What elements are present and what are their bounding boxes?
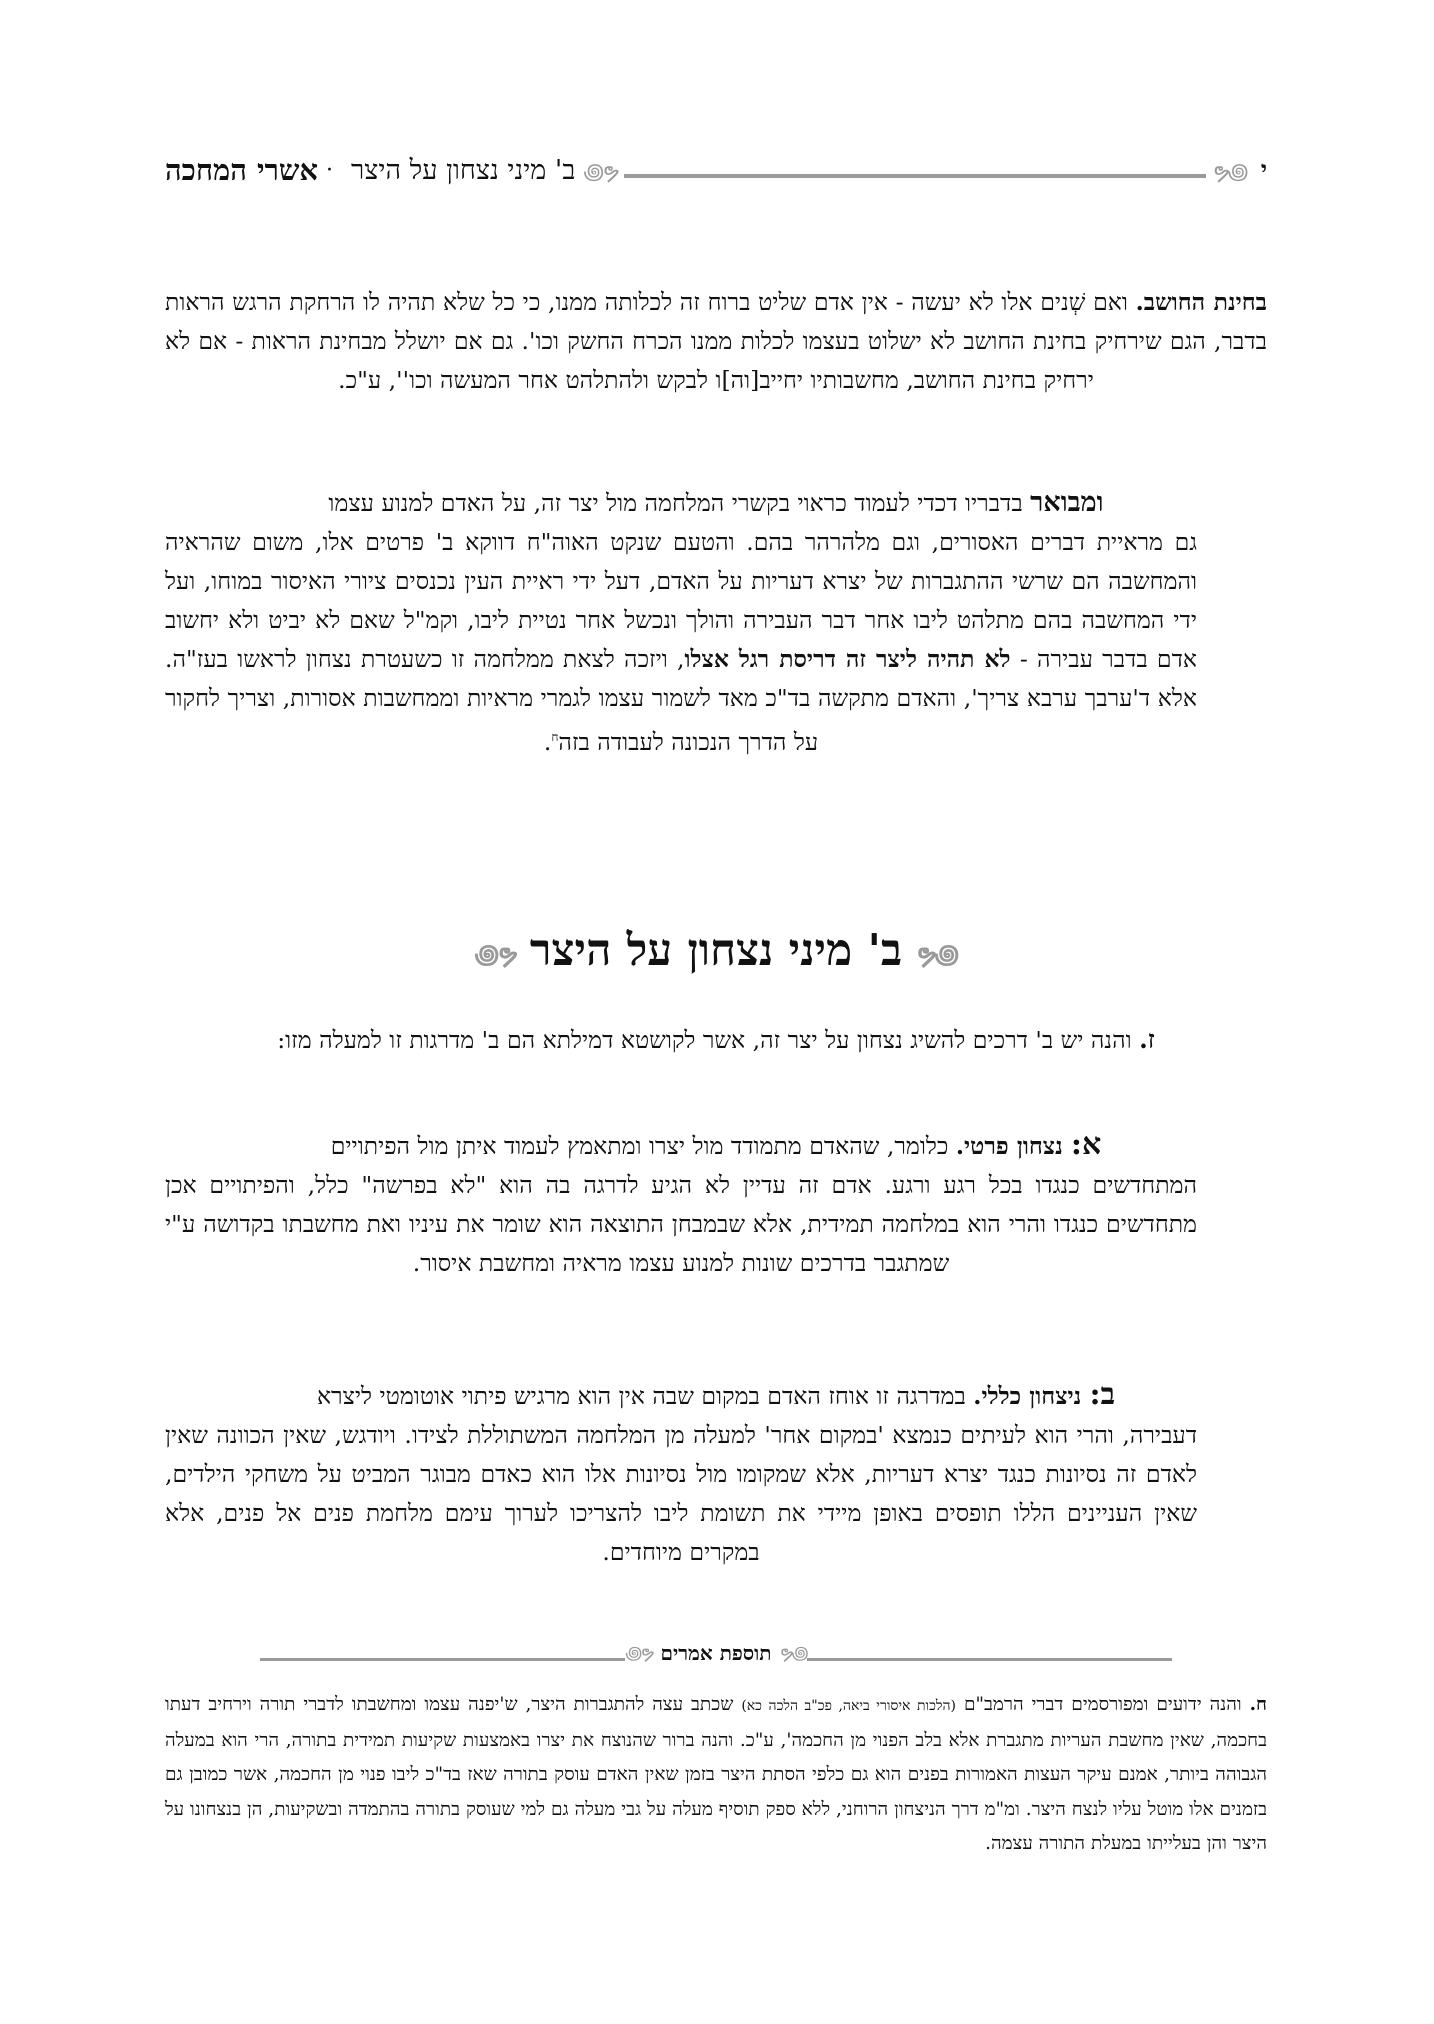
footnote-rule	[807, 1658, 1172, 1661]
item-mark: ב:	[1089, 1377, 1116, 1412]
paragraph-mark: ז.	[1139, 1025, 1155, 1054]
paragraph-text: כלומר, שהאדם מתמודד מול יצרו ומתאמץ לעמוד איתן מול הפיתויים	[330, 1132, 956, 1160]
bold-lead: נצחון פרטי.	[955, 1132, 1071, 1160]
ornament-icon: ꩜ຯ	[625, 1643, 653, 1664]
running-header	[165, 150, 1267, 190]
paragraph-text: במדרגה זו אוחז האדם במקום שבה אין הוא מרגיש פיתוי אוטומטי ליצרא	[316, 1382, 974, 1410]
paragraph-text: והנה יש ב' דרכים להשיג נצחון על יצר זה, אשר לקושטא דמילתא הם ב' מדרגות זו למעלה מזו:	[277, 1026, 1140, 1054]
list-item	[165, 1125, 1267, 1283]
paragraph-text: המתחדשים כנגדו בכל רגע ורגע. אדם זה עדיין לא הגיע לדרגה בה הוא "לא בפרשה" כלל, והפיתויים אכן מתחדשים כנגדו והרי הוא במלחמה תמידית, אלא שבמבחן התוצאה הוא שומר את עיניו ואת מחשבתו בקדושה ע"י שמתגבר בדרכים שונות למנוע עצמו מראיה ומחשבת איסור.	[165, 1171, 1197, 1277]
bold-lead: ומבואר	[1030, 487, 1104, 518]
bold-lead: ניצחון כללי.	[973, 1382, 1090, 1410]
book-title: אשרי המחכה	[165, 152, 318, 187]
footnote-divider	[260, 1640, 1172, 1666]
footnote-text: והנה ידועים ומפורסמים דברי הרמב"ם	[956, 1694, 1250, 1715]
separator-dot: ·	[326, 157, 333, 183]
footnote-rule	[260, 1658, 625, 1661]
citation: (הלכות איסורי ביאה, פכ"ב הלכה כא)	[741, 1698, 956, 1714]
section-heading	[165, 925, 1267, 976]
footnote-text: שכתב עצה להתגברות היצר, ש'יפנה עצמו ומחשבתו לדברי תורה וירחיב דעתו בחכמה, שאין מחשבת העריות מתגברת אלא בלב הפנוי מן החכמה', ע"כ. והנה ברור שהנוצח את יצרו באמצעות שקיעות תמידית בתורה, הרי הוא במעלה הגבוהה ביותר, אמנם עיקר העצות האמורות בפנים הוא גם כלפי הסתת היצר בזמן שאין האדם עוסק בתורה שאז בד"כ ליבו פנוי מן החכמה, אשר כמובן גם בזמנים אלו מוטל עליו לנצח היצר. ומ"מ דרך הניצחון הרוחני, ללא ספק תוסיף מעלה על גבי מעלה גם למי שעוסק בתורה בהתמדה ובשקיעות, הן בנצחונו על היצר והן בעלייתו במעלת התורה עצמה.	[165, 1694, 1267, 1854]
header-rule	[624, 174, 1207, 178]
ornament-icon: ꩜ຯ	[583, 159, 618, 185]
paragraph-text: דעבירה, והרי הוא לעיתים כנמצא 'במקום אחר' למעלה מן המלחמה המשתוללת לצידו. ויודגש, שאין הכוונה שאין לאדם זה נסיונות כנגד יצרא דעריות, אלא שמקומו מול נסיונות אלו הוא כאדם מבוגר המביט על משחקי הילדים, שאין העניינים הללו תופסים באופן מיידי את תשומת ליבו להצריכו לערוך עימם מלחמת פנים אל פנים, אלא במקרים מיוחדים.	[165, 1421, 1197, 1566]
footnote-heading: תוספת אמרים	[660, 1640, 772, 1665]
paragraph-text: , ויזכה לצאת ממלחמה זו כשעטרת נצחון לראשו בעז"ה. אלא ד'ערבך ערבא צריך', והאדם מתקשה בד"כ מאד לשמור עצמו לגמרי מראיות וממחשבות אסורות, וצריך לחקור על הדרך הנכונה לעבודה בזה	[165, 645, 1197, 756]
paragraph-text: בדבריו דכדי לעמוד כראוי בקשרי המלחמה מול יצר זה, על האדם למנוע עצמו	[328, 489, 1031, 517]
bold-lead: בחינת החושב.	[1135, 288, 1267, 316]
footnote-mark: ח.	[1249, 1694, 1267, 1715]
ornament-icon: ຯ꩜	[916, 939, 958, 970]
ornament-icon: ຯ꩜	[1212, 159, 1247, 185]
bold-phrase: לא תהיה ליצר זה דריסת רגל אצלו	[684, 645, 1011, 673]
section-title: ב' מיני נצחון על היצר	[529, 925, 903, 976]
ornament-icon: ຯ꩜	[779, 1643, 807, 1664]
paragraph-text: גם מראיית דברים האסורים, וגם מלהרהר בהם. והטעם שנקט האוה"ח דווקא ב' פרטים אלו, משום שהראיה והמחשבה הם שרשי ההתגברות של יצרא דעריות על האדם, דעל ידי ראיית העין נכנסים ציורי האיסור במוחו, ועל ידי המחשבה בהם מתלהט ליבו אחר דבר העבירה והולך ונכשל אחר נטיית ליבו, וקמ"ל שאם לא יביט ולא יחשוב אדם בדבר עבירה -	[165, 528, 1197, 673]
item-mark: א:	[1070, 1127, 1102, 1162]
list-item	[165, 1375, 1267, 1572]
paragraph	[165, 283, 1267, 400]
footnote-ref[interactable]: ח	[551, 730, 559, 744]
chapter-title: ב' מיני נצחון על היצר	[351, 154, 576, 186]
paragraph	[165, 1020, 1267, 1060]
paragraph: ומבואר בדבריו דכדי לעמוד כראוי בקשרי המלחמה מול יצר זה, על האדם למנוע עצמו גם מראיית דברים האסורים, וגם מלהרהר בהם. והטעם שנקט האוה"ח דווקא ב' פרטים אלו, משום שהראיה והמחשבה הם שרשי ההתגברות של יצרא דעריות על האדם, דעל ידי ראיית העין נכנסים ציורי האיסור במוחו, ועל ידי המחשבה בהם מתלהט ליבו אחר דבר העבירה והולך ונכשל אחר נטיית ליבו, וקמ"ל שאם לא יביט ולא יחשוב אדם בדבר עבירה - לא תהיה ליצר זה דריסת רגל אצלו, ויזכה לצאת ממלחמה זו כשעטרת נצחון לראשו בעז"ה. אלא ד'ערבך ערבא צריך', והאדם מתקשה בד"כ מאד לשמור עצמו לגמרי מראיות וממחשבות אסורות, וצריך לחקור על הדרך הנכונה לעבודה בזה$^ח$.	[165, 487, 1197, 756]
paragraph-text: ואם שְׁנים אלו לא יעשה - אין אדם שליט ברוח זה לכלותה ממנו, כי כל שלא תהיה לו הרחקת הרגש הראות בדבר, הגם שירחיק בחינת החושב לא ישלוט בעצמו לכלות ממנו הכרח החשק וכו'. גם אם יושלל מבחינת הראות - אם לא ירחיק בחינת החושב, מחשבותיו יחייב[וה]ו לבקש ולהתלהט אחר המעשה וכו'', ע"כ.	[165, 288, 1267, 394]
page-number: י	[1260, 155, 1267, 184]
ornament-icon: ꩜ຯ	[474, 939, 516, 970]
footnote	[165, 1688, 1267, 1862]
